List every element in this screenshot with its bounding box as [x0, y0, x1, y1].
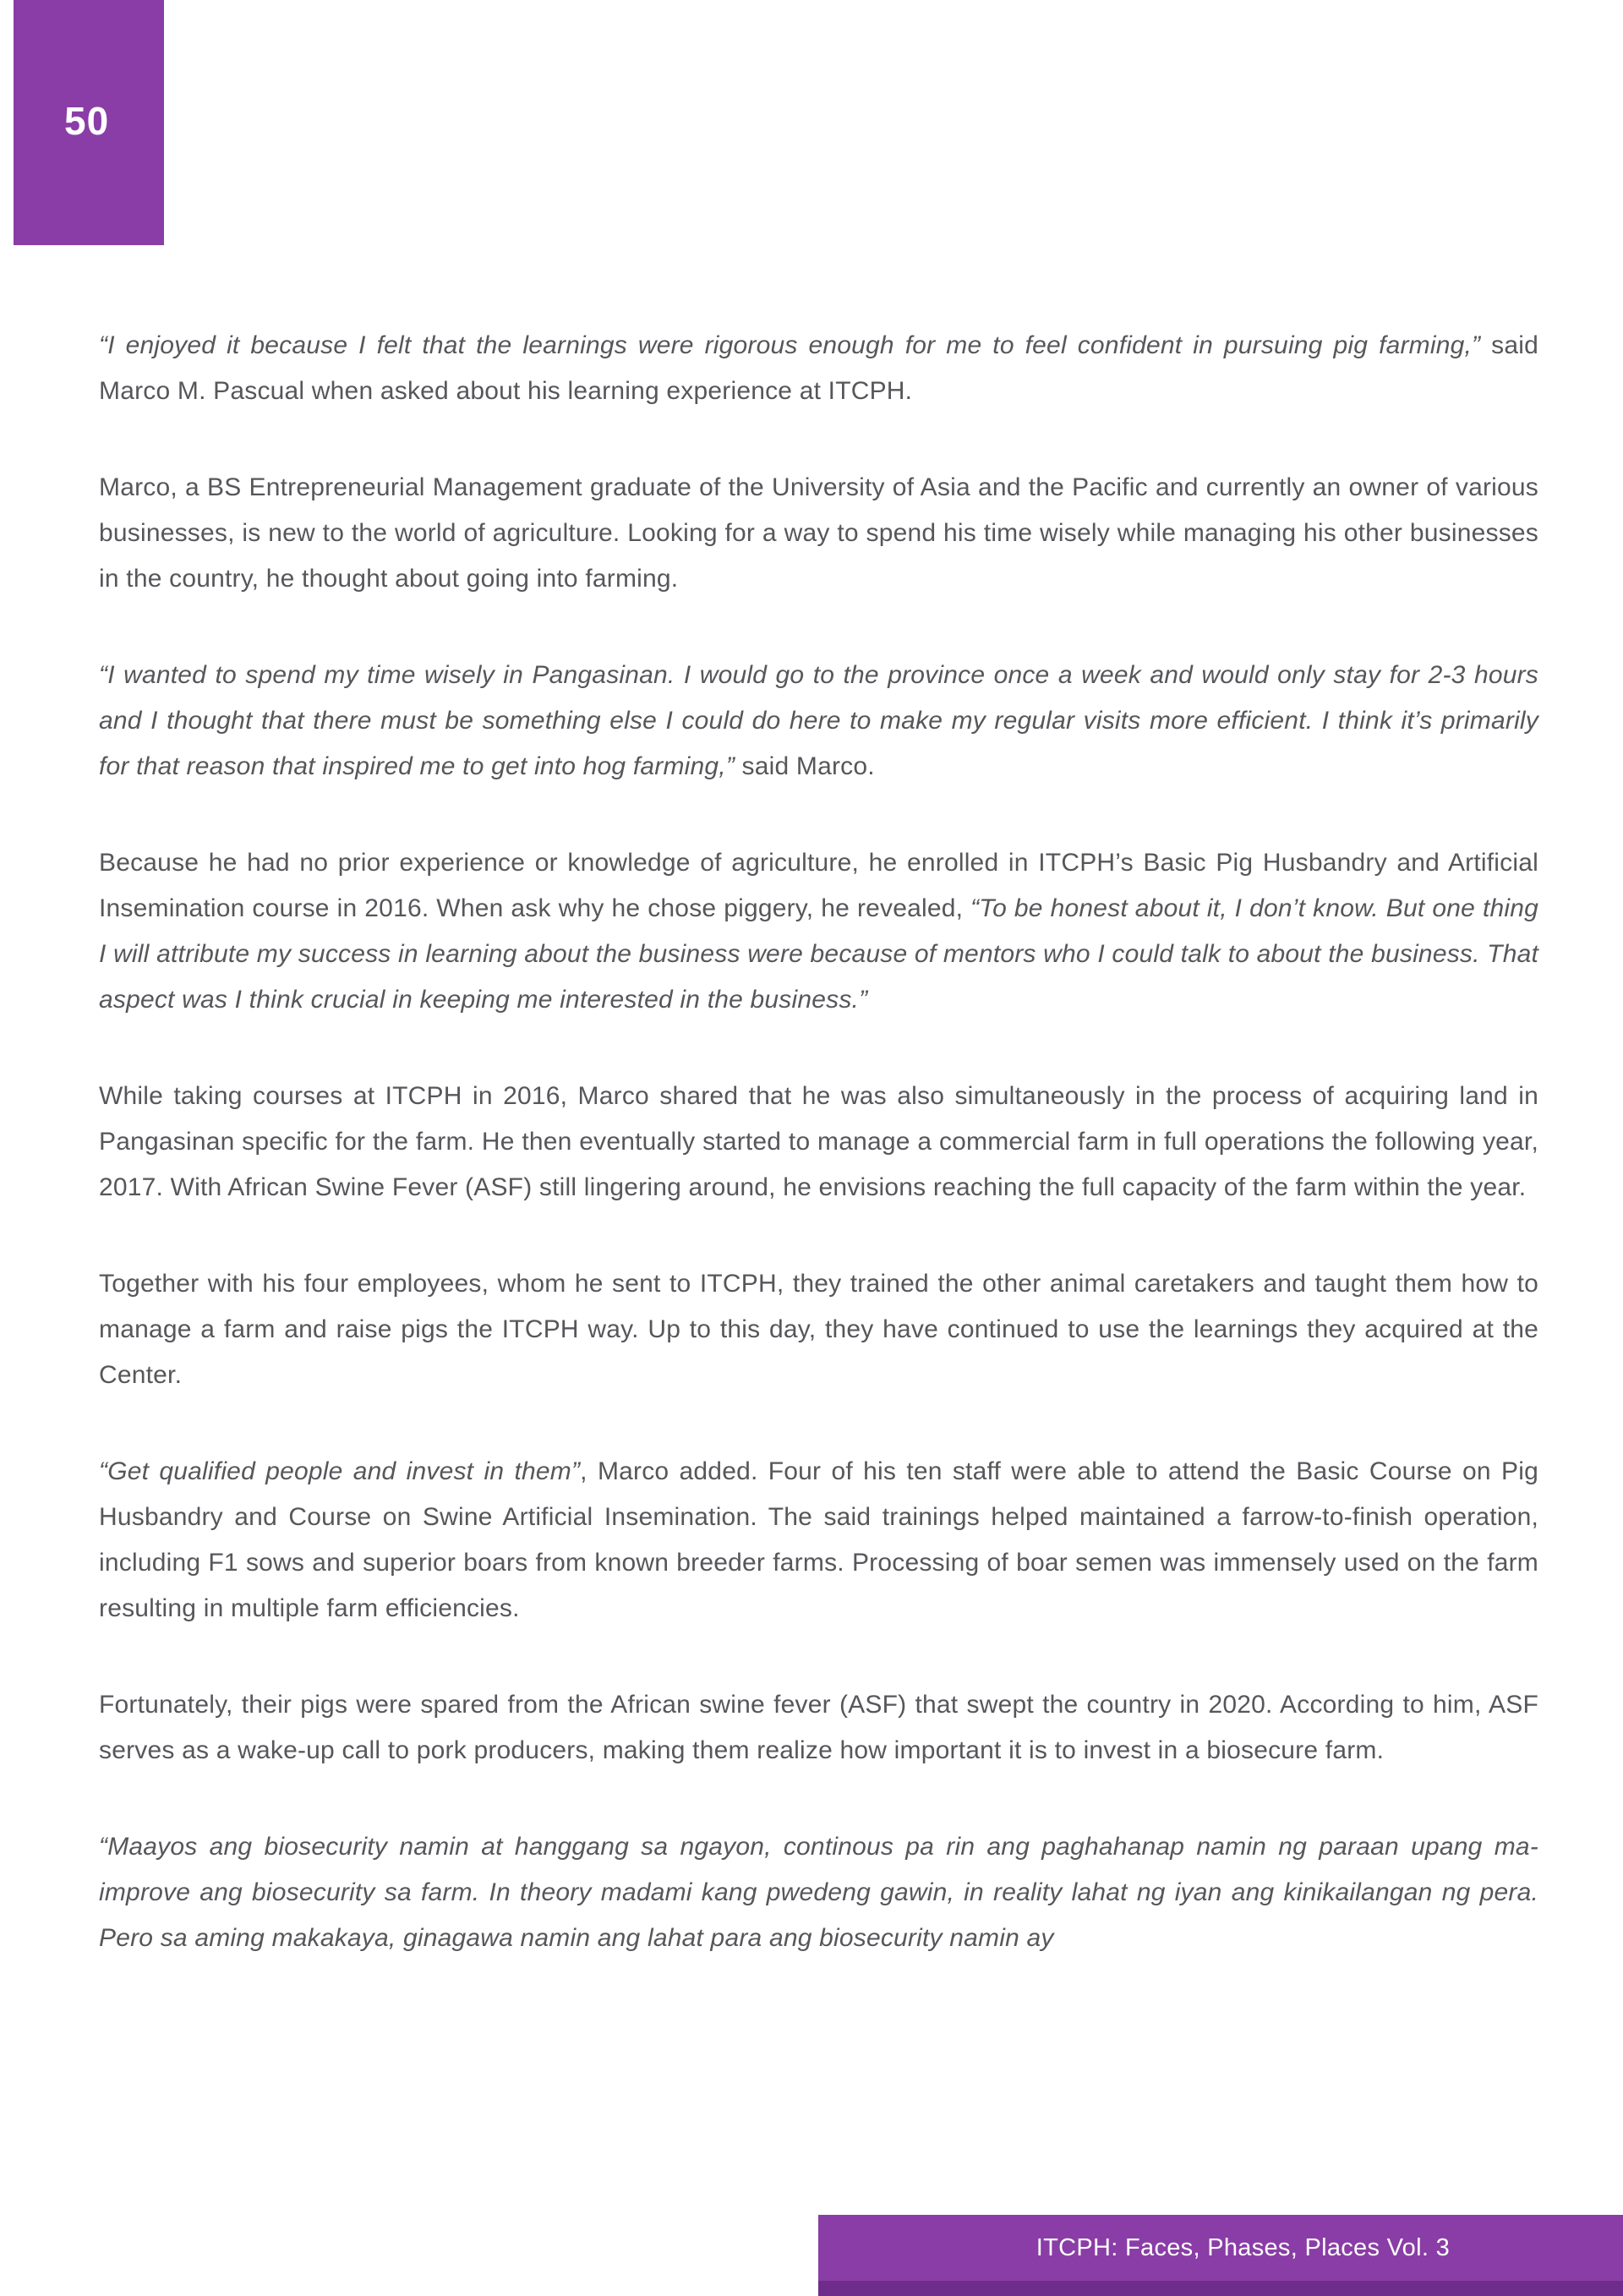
article-body: [99, 323, 1538, 2012]
paragraph: [99, 840, 1538, 1023]
paragraph: [99, 1261, 1538, 1398]
page-number-badge: [14, 0, 164, 245]
text-run: Fortunately, their pigs were spared from the African swine fever (ASF) that swept the country in 2020. According to him, ASF serves as a wake-up call to pork producers, making them realize how important it is to invest in a biosecure farm.: [99, 1691, 1538, 1764]
paragraph: [99, 1074, 1538, 1211]
text-run: “To be honest about it, I don’t know. But one thing I will attribute my success in learning about the business were because of mentors who I could talk to about the business. That aspect was I think crucial in keeping me interested in the business.”: [99, 894, 1539, 1014]
text-run: “Get qualified people and invest in them”: [99, 1457, 581, 1485]
text-run: Because he had no prior experience or knowledge of agriculture, he enrolled in ITCPH’s Basic Pig Husbandry and Artificial Insemination course in 2016. When ask why he chose piggery, he revealed,: [99, 849, 1538, 922]
paragraph: [99, 1824, 1538, 1961]
page-number: 50: [64, 99, 110, 143]
text-run: said Marco.: [735, 752, 875, 780]
text-run: Marco, a BS Entrepreneurial Management graduate of the University of Asia and the Pacific and currently an owner of various businesses, is new to the world of agriculture. Looking for a way to spend his time wisely while managing his other businesses in the country, he thought about going into farming.: [99, 473, 1538, 593]
footer-accent-strip: [818, 2281, 1623, 2296]
text-run: Together with his four employees, whom he sent to ITCPH, they trained the other animal caretakers and taught them how to manage a farm and raise pigs the ITCPH way. Up to this day, they have continued to use the learnings they acquired at the Center.: [99, 1270, 1538, 1389]
text-run: While taking courses at ITCPH in 2016, Marco shared that he was also simultaneously in the process of acquiring land in Pangasinan specific for the farm. He then eventually started to manage a commercial farm in full operations the following year, 2017. With African Swine Fever (ASF) still lingering around, he envisions reaching the full capacity of the farm within the year.: [99, 1082, 1538, 1201]
text-run: “I wanted to spend my time wisely in Pangasinan. I would go to the province once a week and would only stay for 2-3 hours and I thought that there must be something else I could do here to make my regular visits more efficient. I think it’s primarily for that reason that inspired me to get into hog farming,”: [99, 661, 1538, 780]
text-run: “I enjoyed it because I felt that the learnings were rigorous enough for me to feel confident in pursuing pig farming,”: [99, 331, 1481, 359]
text-run: “Maayos ang biosecurity namin at hanggang sa ngayon, continous pa rin ang paghahanap namin ng paraan upang ma-improve ang biosecurity sa farm. In theory madami kang pwedeng gawin, in reality lahat ng iyan ang kinikailangan ng pera. Pero sa aming makakaya, ginagawa namin ang lahat para ang biosecurity namin ay: [99, 1833, 1538, 1952]
paragraph: [99, 323, 1538, 414]
footer-text: ITCPH: Faces, Phases, Places Vol. 3: [1036, 2233, 1450, 2261]
footer-bar: [818, 2215, 1623, 2281]
paragraph: [99, 1449, 1538, 1632]
paragraph: [99, 465, 1538, 602]
paragraph: [99, 1682, 1538, 1774]
text-run: said Marco M. Pascual when asked about his learning experience at ITCPH.: [99, 331, 1538, 405]
paragraph: [99, 653, 1538, 790]
text-run: , Marco added. Four of his ten staff were able to attend the Basic Course on Pig Husbandry and Course on Swine Artificial Insemination. The said trainings helped maintained a farrow-to-finish operation, including F1 sows and superior boars from known breeder farms. Processing of boar semen was immensely used on the farm resulting in multiple farm efficiencies.: [99, 1457, 1538, 1622]
